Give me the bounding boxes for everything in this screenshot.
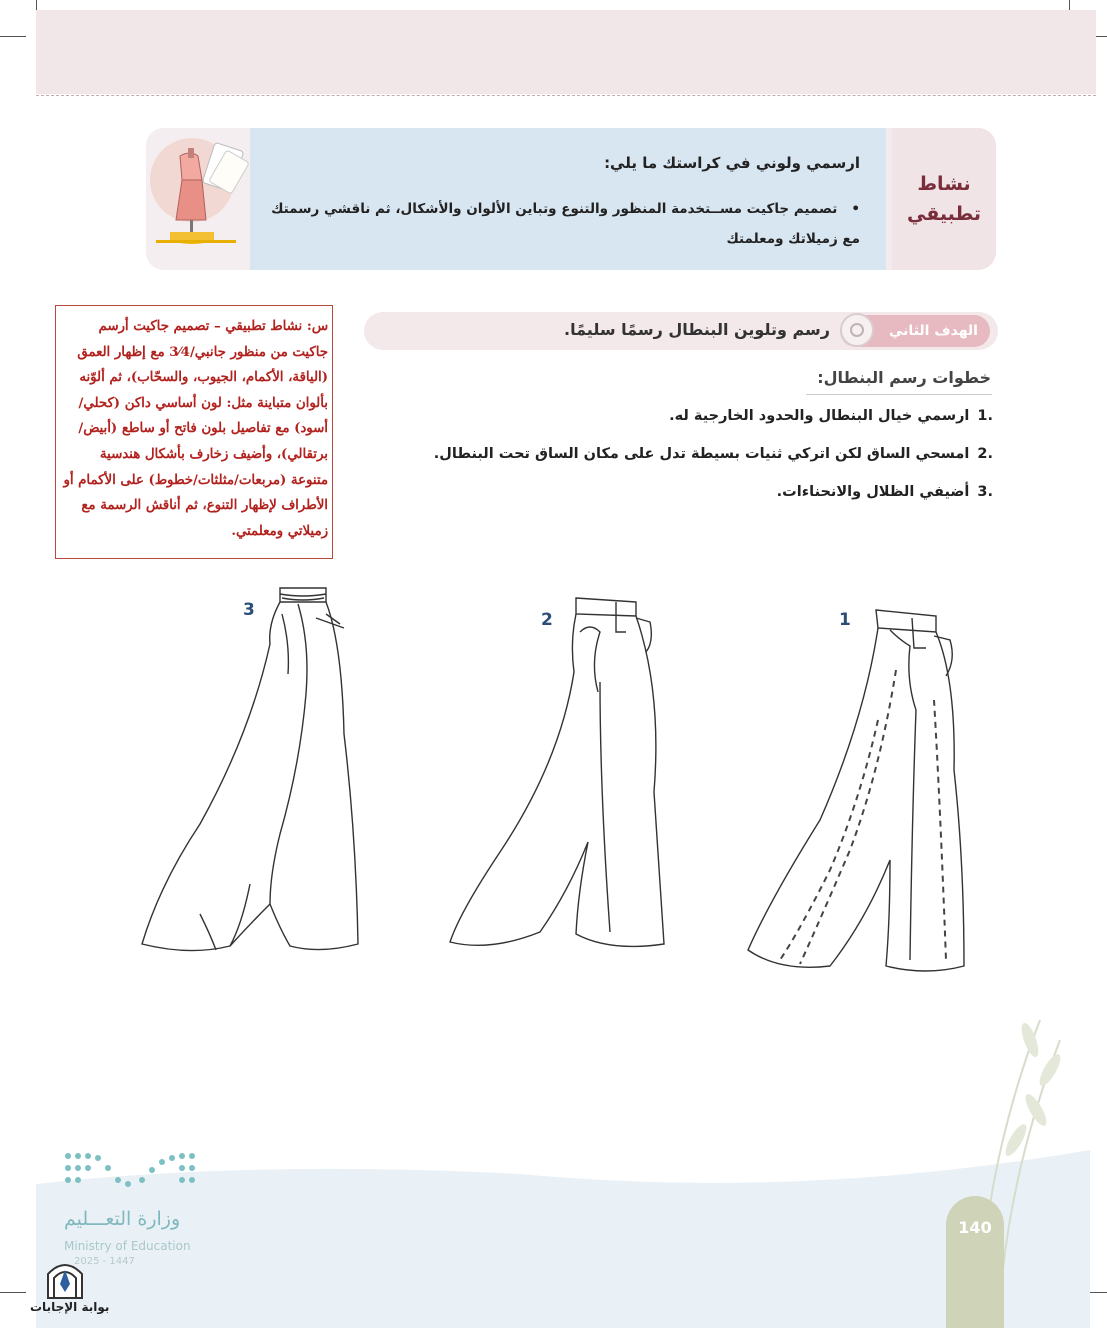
portal-logo-icon [44,1256,86,1300]
activity-box [146,128,996,270]
activity-illustration [146,128,250,270]
step-text: ارسمي خيال البنطال والحدود الخارجية له. [669,408,970,424]
answer-box [55,305,333,559]
figure-label-1: 1 [839,610,851,630]
header-divider [36,95,1096,96]
steps-underline [806,394,992,395]
step-number: .3 [977,484,993,500]
ministry-name-arabic: وزارة التعـــليم [64,1208,181,1230]
activity-body [250,128,886,270]
activity-tag [892,128,996,270]
step-number: .1 [977,408,993,424]
activity-tag-text [907,169,981,229]
ministry-logo-icon [62,1150,202,1194]
goal-label: الهدف الثاني [889,323,978,339]
steps-heading: خطوات رسم البنطال: [817,368,991,387]
step-item [777,484,993,500]
figure-label-3: 3 [243,600,255,620]
page-number-tab [946,1196,1004,1328]
pants-sketch-2 [440,592,680,972]
activity-tag-line2: تطبيقي [906,203,982,225]
goal-banner [364,312,998,350]
bullet-dot: • [851,201,860,217]
goal-title: رسم وتلوين البنطال رسمًا سليمًا. [563,320,830,339]
activity-tag-line1: نشاط [917,173,971,195]
page-number: 140 [958,1218,992,1237]
pants-sketch-1 [740,600,990,980]
step-item [669,408,993,424]
ministry-year: 2025 - 1447 [74,1256,135,1267]
step-text: امسحي الساق لكن اتركي ثنيات بسيطة تدل على مكان الساق تحت البنطال. [433,446,970,462]
step-text: أضيفي الظلال والانحناءات. [776,484,970,500]
activity-bullet-text: تصميم جاكيت مســتخدمة المنظور والتنوع وتباين الألوان والأشكال، ثم ناقشي رسمتك مع زميلاتك ومعلمتك [271,201,860,247]
activity-bullet [260,194,860,254]
activity-heading: ارسمي ولوني في كراستك ما يلي: [604,154,860,172]
disc-icon [840,313,874,347]
answer-text: س: نشاط تطبيقي – تصميم جاكيت أرسم جاكيت من منظور جانبي/3⁄4 مع إظهار العمق (الياقة، الأكمام، الجيوب، والسحّاب)، ثم ألوّنه بألوان متباينة مثل: لون أساسي داكن (كحلي/أسود) مع تفاصيل بلون فاتح أو ساطع (أبيض/برتقالي)، وأضيف زخارف بأشكال هندسية متنوعة (مربعات/مثلثات/خطوط) على الأكمام أو الأطراف لإظهار التنوع، ثم أناقش الرسمة مع زميلاتي ومعلمتي. [63,319,328,539]
mannequin-icon [146,128,250,270]
step-number: .2 [977,446,993,462]
figure-label-2: 2 [541,610,553,630]
step-item [434,446,993,462]
crop-mark [0,36,26,37]
header-band [36,10,1096,94]
ministry-name-english: Ministry of Education [64,1239,191,1253]
pants-sketch-3 [130,584,380,974]
portal-name: بوابة الإجابات [30,1300,110,1314]
